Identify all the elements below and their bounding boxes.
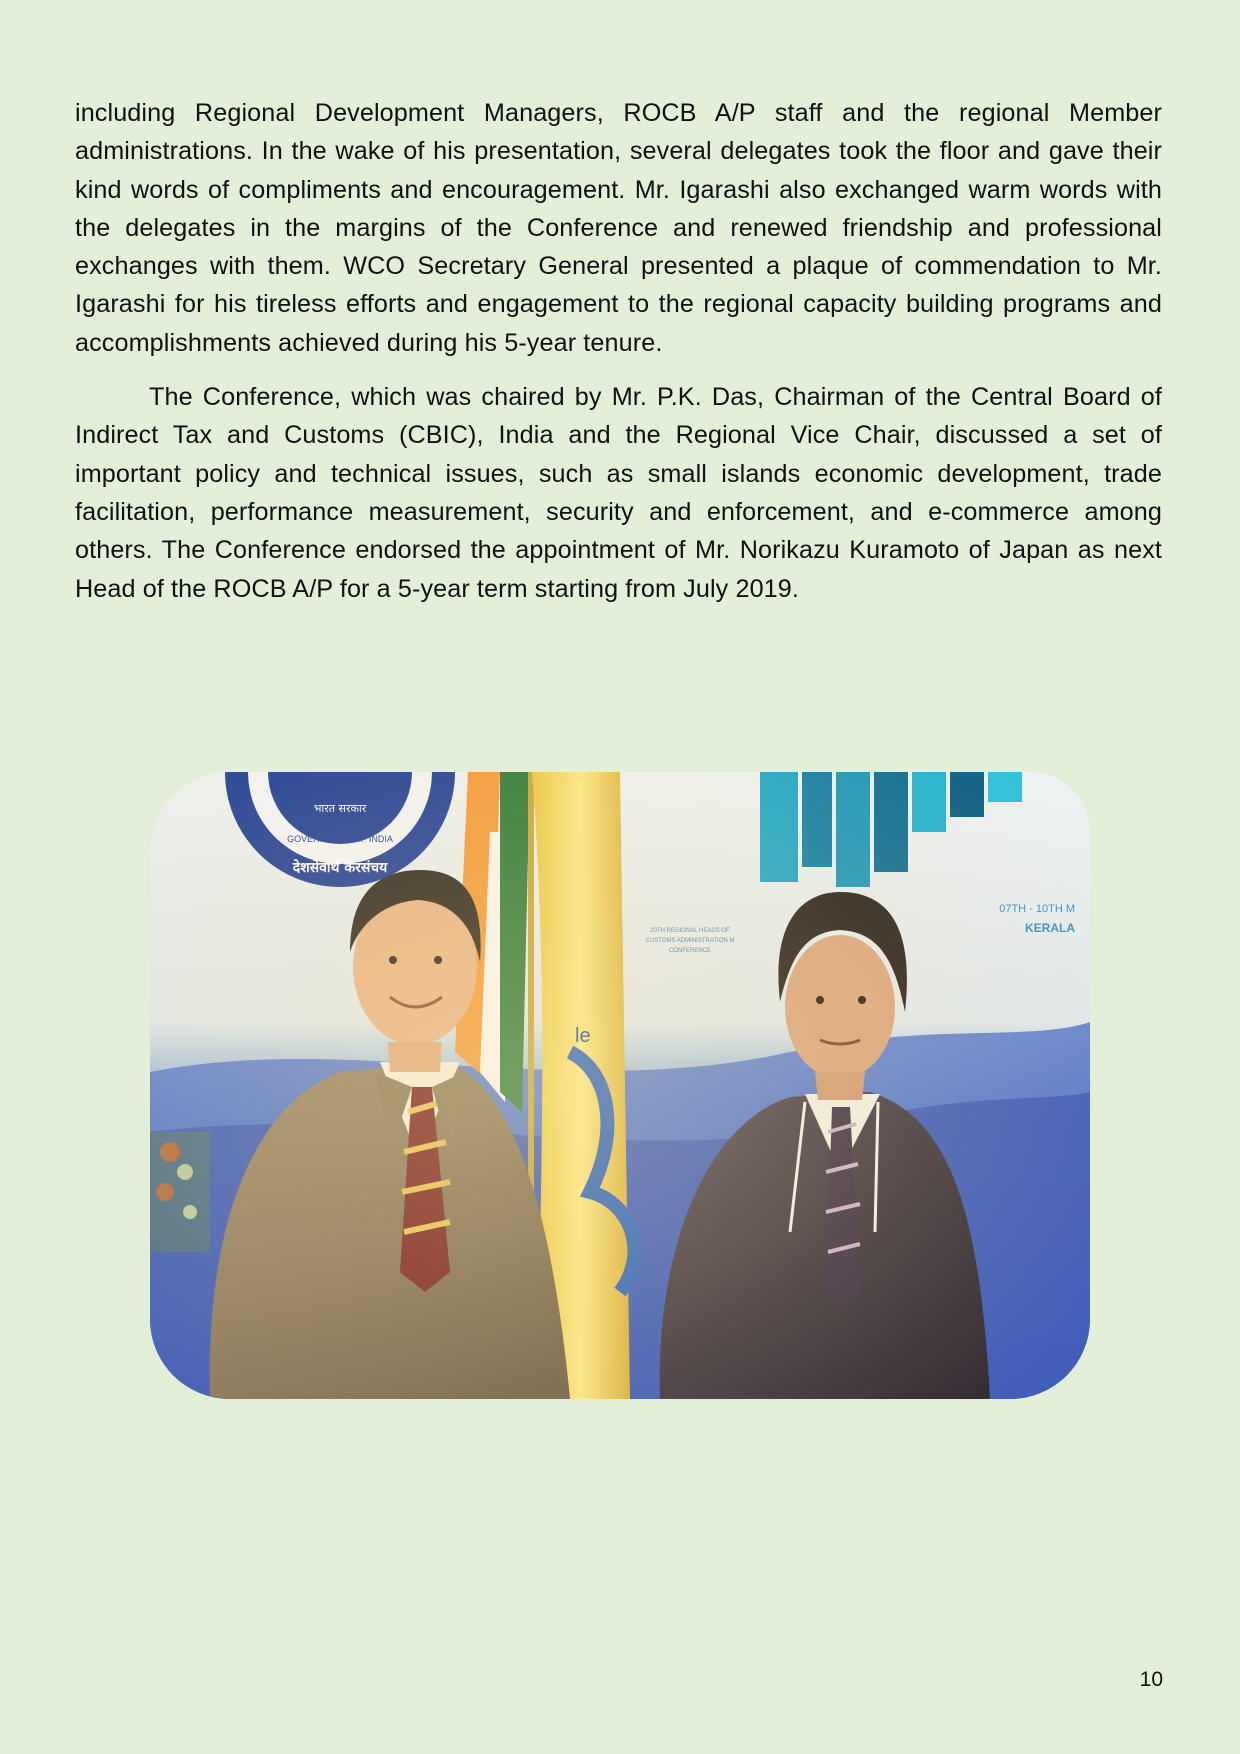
- paragraph-2: The Conference, which was chaired by Mr. P.K. Das, Chairman of the Central Board of Indirect Tax and Customs (CBIC), India and the Regional Vice Chair, discussed a set of important policy and technical issues, such as small islands economic development, trade facilitation, performance measurement, security and enforcement, and e-commerce among others. The Conference endorsed the appointment of Mr. Norikazu Kuramoto of Japan as next Head of the ROCB A/P for a 5-year term starting from July 2019.: [75, 383, 1162, 603]
- page-number: 10: [1139, 1668, 1163, 1691]
- article-body: [75, 94, 1162, 624]
- conference-photo: [150, 772, 1090, 1399]
- paragraph-1: including Regional Development Managers, ROCB A/P staff and the regional Member administrations. In the wake of his presentation, several delegates took the floor and gave their kind words of compliments and encouragement. Mr. Igarashi also exchanged warm words with the delegates in the margins of the Conference and renewed friendship and professional exchanges with them. WCO Secretary General presented a plaque of commendation to Mr. Igarashi for his tireless efforts and engagement to the regional capacity building programs and accomplishments achieved during his 5-year tenure.: [75, 99, 1162, 357]
